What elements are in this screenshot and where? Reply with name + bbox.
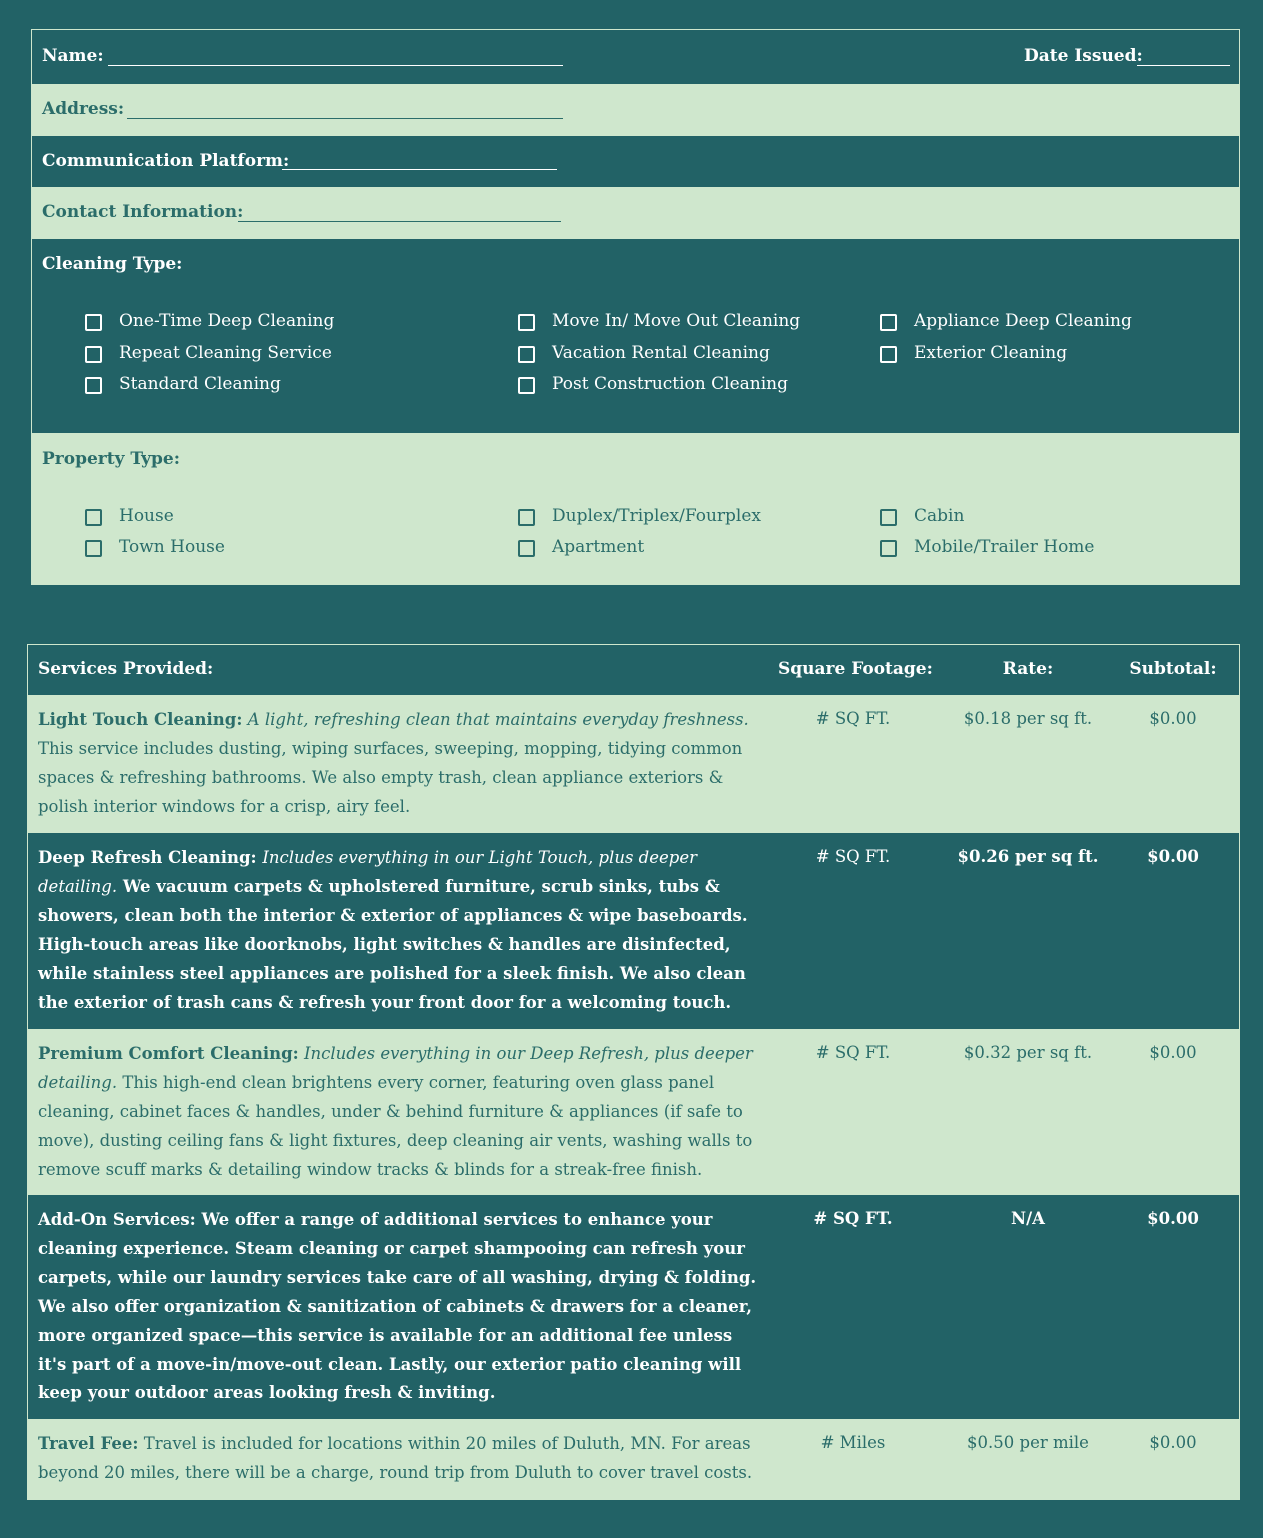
service-title: Travel Fee: — [38, 1434, 139, 1453]
services-header-row — [28, 645, 1239, 695]
name-row — [32, 30, 1239, 84]
service-row-travel-fee — [28, 1419, 1239, 1499]
service-title: Light Touch Cleaning: — [38, 710, 243, 729]
subtotal-value: $0.00 — [1149, 709, 1197, 728]
date-issued-field[interactable] — [1137, 65, 1230, 66]
service-tagline: Includes everything in our Deep Refresh, plus deeper detailing. — [38, 1044, 753, 1092]
subtotal-value: $0.00 — [1149, 1043, 1197, 1062]
service-body: This high-end clean brightens every corner, featuring oven glass panel cleaning, cabinet faces & handles, under & behind furniture & appliances (if safe to move), dusting ceiling fans & light fixtures, deep cleaning air vents, washing walls to remove scuff marks & detailing window tracks & blinds for a streak-free finish. — [38, 1072, 753, 1179]
option-label: Appliance Deep Cleaning — [914, 311, 1132, 331]
header-rate: Rate: — [1002, 659, 1054, 679]
option-label: Mobile/Trailer Home — [914, 537, 1095, 557]
option-label: Repeat Cleaning Service — [119, 343, 332, 363]
option-label: House — [119, 506, 174, 526]
checkbox-town-house[interactable] — [85, 540, 102, 557]
service-row-deep-refresh — [28, 833, 1239, 1029]
contact-information-label: Contact Information: — [42, 202, 244, 222]
service-description — [38, 844, 758, 1017]
rate-value: $0.50 per mile — [967, 1433, 1089, 1452]
client-info-form — [31, 29, 1240, 585]
checkbox-mobile-trailer-home[interactable] — [880, 540, 897, 557]
option-label: Post Construction Cleaning — [552, 374, 788, 394]
square-footage-value[interactable]: # SQ FT. — [815, 709, 891, 728]
service-tagline: Includes everything in our Light Touch, plus deeper detailing. — [38, 848, 697, 896]
service-row-light-touch — [28, 695, 1239, 833]
subtotal-value: $0.00 — [1147, 847, 1199, 866]
service-title: Premium Comfort Cleaning: — [38, 1044, 299, 1063]
service-tagline: A light, refreshing clean that maintains everyday freshness. — [247, 710, 749, 729]
service-row-premium-comfort — [28, 1029, 1239, 1195]
service-description — [38, 1206, 758, 1408]
address-label: Address: — [42, 99, 125, 119]
option-label: Move In/ Move Out Cleaning — [552, 311, 801, 331]
communication-row — [32, 136, 1239, 187]
service-body: We offer a range of additional services to enhance your cleaning experience. Steam cleaning or carpet shampooing can refresh your carpets, while our laundry services take care of all washing, drying & folding. We also offer organization & sanitization of cabinets & drawers for a cleaner, more organized space—this service is available for an additional fee unless it's part of a move-in/move-out clean. Lastly, our exterior patio cleaning will keep your outdoor areas looking fresh & inviting. — [38, 1210, 757, 1403]
rate-value: N/A — [1011, 1209, 1045, 1228]
option-label: Vacation Rental Cleaning — [552, 343, 770, 363]
option-label: Exterior Cleaning — [914, 343, 1068, 363]
square-footage-value[interactable]: # SQ FT. — [815, 847, 891, 866]
date-issued-label: Date Issued: — [1024, 46, 1143, 66]
property-type-label: Property Type: — [42, 449, 181, 469]
name-label: Name: — [42, 46, 104, 66]
service-title: Deep Refresh Cleaning: — [38, 848, 257, 867]
option-label: Town House — [119, 537, 225, 557]
miles-value[interactable]: # Miles — [820, 1433, 886, 1452]
service-title: Add-On Services: — [38, 1210, 196, 1229]
subtotal-value: $0.00 — [1149, 1433, 1197, 1452]
checkbox-post-construction-cleaning[interactable] — [518, 377, 535, 394]
option-label: Duplex/Triplex/Fourplex — [552, 506, 762, 526]
cleaning-type-section — [32, 239, 1239, 433]
option-label: Apartment — [552, 537, 645, 557]
rate-value: $0.32 per sq ft. — [963, 1043, 1093, 1062]
square-footage-value[interactable]: # SQ FT. — [813, 1209, 893, 1228]
header-square-footage: Square Footage: — [778, 659, 933, 679]
subtotal-value: $0.00 — [1147, 1209, 1199, 1228]
service-row-add-on — [28, 1195, 1239, 1419]
service-body: This service includes dusting, wiping surfaces, sweeping, mopping, tidying common spaces & refreshing bathrooms. We also empty trash, clean appliance exteriors & polish interior windows for a crisp, airy feel. — [38, 738, 743, 816]
service-description — [38, 1430, 758, 1488]
rate-value: $0.26 per sq ft. — [957, 847, 1099, 866]
option-label: Cabin — [914, 506, 965, 526]
contact-information-field[interactable] — [238, 221, 561, 222]
name-field[interactable] — [108, 65, 563, 66]
checkbox-one-time-deep-cleaning[interactable] — [85, 314, 102, 331]
service-body: We vacuum carpets & upholstered furniture, scrub sinks, tubs & showers, clean both the interior & exterior of appliances & wipe baseboards. High-touch areas like doorknobs, light switches & handles are disinfected, while stainless steel appliances are polished for a sleek finish. We also clean the exterior of trash cans & refresh your front door for a welcoming touch. — [38, 876, 748, 1012]
services-table — [27, 644, 1240, 1500]
checkbox-vacation-rental-cleaning[interactable] — [518, 346, 535, 363]
square-footage-value[interactable]: # SQ FT. — [815, 1043, 891, 1062]
checkbox-apartment[interactable] — [518, 540, 535, 557]
property-type-section — [32, 433, 1239, 584]
option-label: Standard Cleaning — [119, 374, 281, 394]
service-body: Travel is included for locations within 20 miles of Duluth, MN. For areas beyond 20 miles, there will be a charge, round trip from Duluth to cover travel costs. — [38, 1434, 753, 1482]
header-subtotal: Subtotal: — [1129, 659, 1217, 679]
contact-row — [32, 187, 1239, 239]
checkbox-duplex-triplex-fourplex[interactable] — [518, 509, 535, 526]
cleaning-type-label: Cleaning Type: — [42, 254, 183, 274]
checkbox-house[interactable] — [85, 509, 102, 526]
checkbox-repeat-cleaning-service[interactable] — [85, 346, 102, 363]
rate-value: $0.18 per sq ft. — [963, 709, 1093, 728]
header-services-provided: Services Provided: — [38, 659, 214, 679]
option-label: One-Time Deep Cleaning — [119, 311, 335, 331]
communication-platform-field[interactable] — [282, 169, 557, 170]
checkbox-exterior-cleaning[interactable] — [880, 346, 897, 363]
checkbox-move-in-move-out-cleaning[interactable] — [518, 314, 535, 331]
service-description — [38, 706, 758, 822]
address-row — [32, 84, 1239, 136]
checkbox-standard-cleaning[interactable] — [85, 377, 102, 394]
checkbox-cabin[interactable] — [880, 509, 897, 526]
communication-platform-label: Communication Platform: — [42, 151, 290, 171]
checkbox-appliance-deep-cleaning[interactable] — [880, 314, 897, 331]
service-description — [38, 1040, 758, 1185]
address-field[interactable] — [127, 118, 563, 119]
